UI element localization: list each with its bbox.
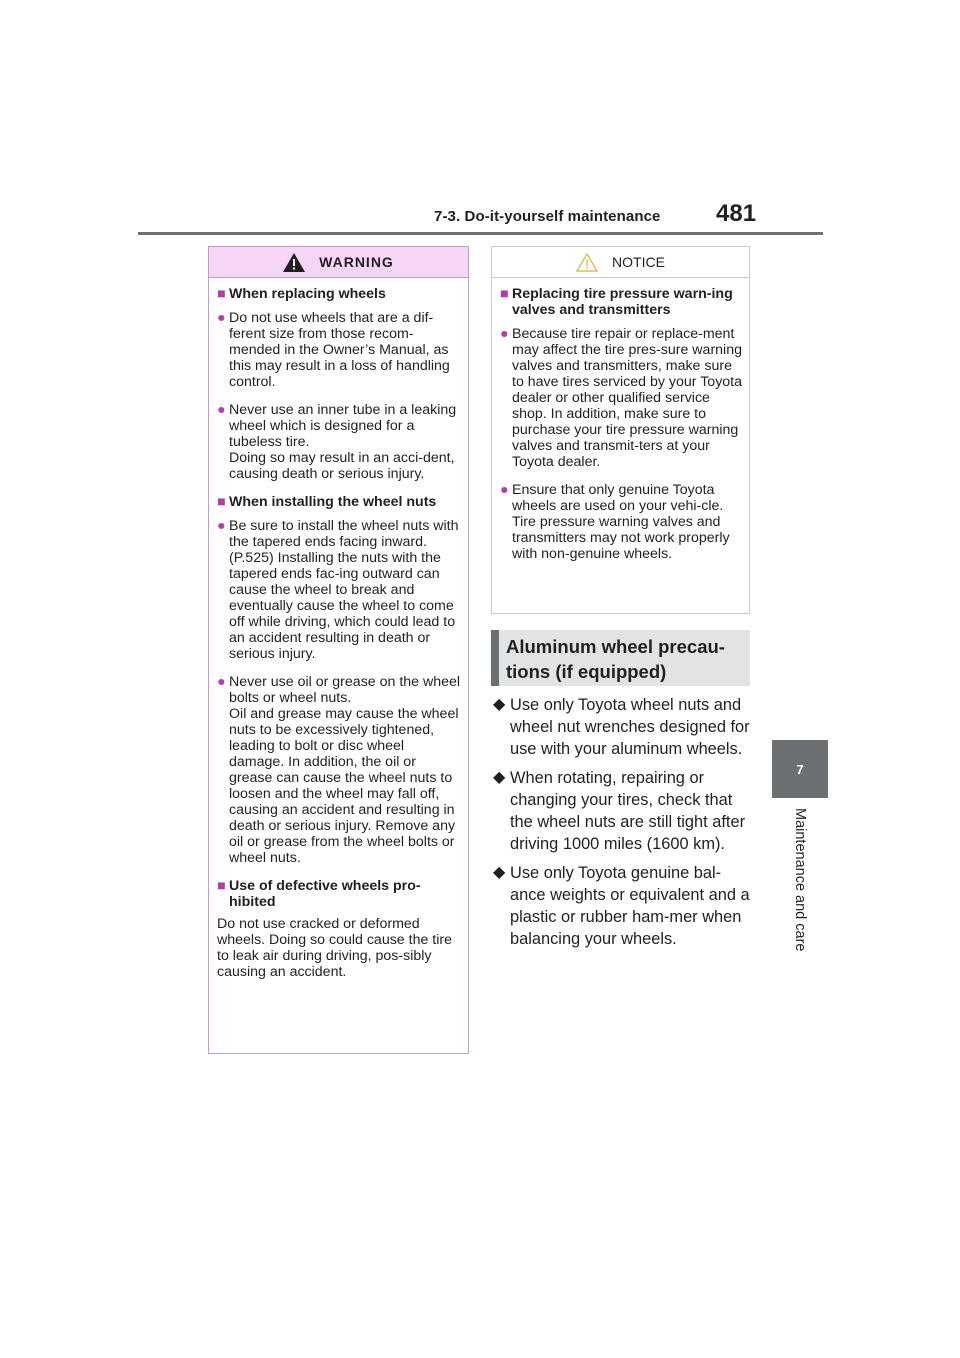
warning-triangle-icon <box>283 253 305 272</box>
chapter-label-text: Maintenance and care <box>792 808 808 952</box>
notice-bullet <box>500 326 743 470</box>
precaution-list <box>491 694 751 957</box>
bullet-text: Never use oil or grease on the wheel bolts or wheel nuts. <box>229 674 461 706</box>
notice-bullet <box>500 482 743 562</box>
subheading-text: Use of defective wheels pro-hibited <box>229 878 421 910</box>
header-divider <box>138 232 823 235</box>
warning-bullet <box>217 518 462 662</box>
square-bullet-icon: ■ <box>217 494 226 510</box>
warning-bullet <box>217 674 462 866</box>
warning-subheading <box>217 494 462 510</box>
warning-bullet <box>217 402 462 482</box>
section-heading <box>491 630 750 686</box>
diamond-bullet-icon: ◆ <box>493 769 506 786</box>
bullet-text: Do not use wheels that are a dif-ferent size from those recom-mended in the Owner’s Manual, as this may result in a loss of handling control. <box>229 310 450 390</box>
warning-title: WARNING <box>319 254 394 270</box>
warning-subheading <box>217 878 462 910</box>
section-heading-line: tions (if equipped) <box>506 661 667 682</box>
warning-paragraph: Do not use cracked or deformed wheels. Doing so could cause the tire to leak air during driving, pos-sibly causing an accident. <box>217 916 453 980</box>
warning-bullet <box>217 310 462 390</box>
notice-header <box>492 247 749 278</box>
warning-body <box>209 278 468 980</box>
list-item <box>491 862 751 950</box>
square-bullet-icon: ■ <box>217 878 226 894</box>
square-bullet-icon: ■ <box>500 286 509 302</box>
notice-subheading <box>500 286 743 318</box>
chapter-tab[interactable] <box>772 740 828 798</box>
dot-bullet-icon: ● <box>217 674 226 690</box>
list-item-text: When rotating, repairing or changing your tires, check that the wheel nuts are still tight after driving 1000 miles (1600 km). <box>510 769 746 853</box>
dot-bullet-icon: ● <box>500 326 509 342</box>
diamond-bullet-icon: ◆ <box>493 696 506 713</box>
bullet-text: Because tire repair or replace-ment may affect the tire pres-sure warning valves and transmitters, make sure to have tires serviced by your Toyota dealer or other qualified service shop. In addition, make sure to purchase your tire pressure warning valves and transmit-ters at your Toyota dealer. <box>512 326 743 470</box>
list-item-text: Use only Toyota wheel nuts and wheel nut wrenches designed for use with your aluminum wheels. <box>510 696 750 758</box>
dot-bullet-icon: ● <box>217 310 226 326</box>
warning-box <box>208 246 469 1054</box>
bullet-text: Tire pressure warning valves and transmitters may not work properly with non-genuine wheels. <box>512 514 730 562</box>
list-item <box>491 694 751 760</box>
chapter-label <box>792 808 808 952</box>
bullet-text: Doing so may result in an acci-dent, causing death or serious injury. <box>229 450 455 482</box>
dot-bullet-icon: ● <box>217 402 226 418</box>
dot-bullet-icon: ● <box>217 518 226 534</box>
section-title: 7-3. Do-it-yourself maintenance <box>434 208 661 225</box>
square-bullet-icon: ■ <box>217 286 226 302</box>
warning-subheading <box>217 286 462 302</box>
list-item <box>491 767 751 855</box>
subheading-text: When replacing wheels <box>229 286 386 302</box>
chapter-number: 7 <box>796 761 804 777</box>
bullet-text: Oil and grease may cause the wheel nuts to be excessively tightened, leading to bolt or disc wheel damage. In addition, the oil or grease can cause the wheel nuts to loosen and the wheel may fall off, causing an accident and resulting in death or serious injury. Remove any oil or grease from the wheel bolts or wheel nuts. <box>229 706 459 866</box>
diamond-bullet-icon: ◆ <box>493 864 506 881</box>
page-number: 481 <box>716 200 757 227</box>
dot-bullet-icon: ● <box>500 482 509 498</box>
notice-body <box>492 278 749 562</box>
warning-header <box>209 247 468 278</box>
list-item-text: Use only Toyota genuine bal-ance weights or equivalent and a plastic or rubber ham-mer when balancing your wheels. <box>510 864 750 948</box>
caution-triangle-icon <box>576 253 598 272</box>
section-heading-line: Aluminum wheel precau- <box>506 636 725 657</box>
notice-title: NOTICE <box>612 254 665 270</box>
subheading-text: When installing the wheel nuts <box>229 494 437 510</box>
bullet-text: Never use an inner tube in a leaking wheel which is designed for a tubeless tire. <box>229 402 457 450</box>
notice-box <box>491 246 750 614</box>
subheading-text: Replacing tire pressure warn-ing valves and transmitters <box>512 286 733 318</box>
bullet-text: Be sure to install the wheel nuts with the tapered ends facing inward. (P.525) Installing the nuts with the tapered ends fac-ing outward can cause the wheel to break and eventually cause the wheel to come off while driving, which could lead to an accident resulting in death or serious injury. <box>229 518 459 662</box>
bullet-text: Ensure that only genuine Toyota wheels are used on your vehi-cle. <box>512 482 724 514</box>
